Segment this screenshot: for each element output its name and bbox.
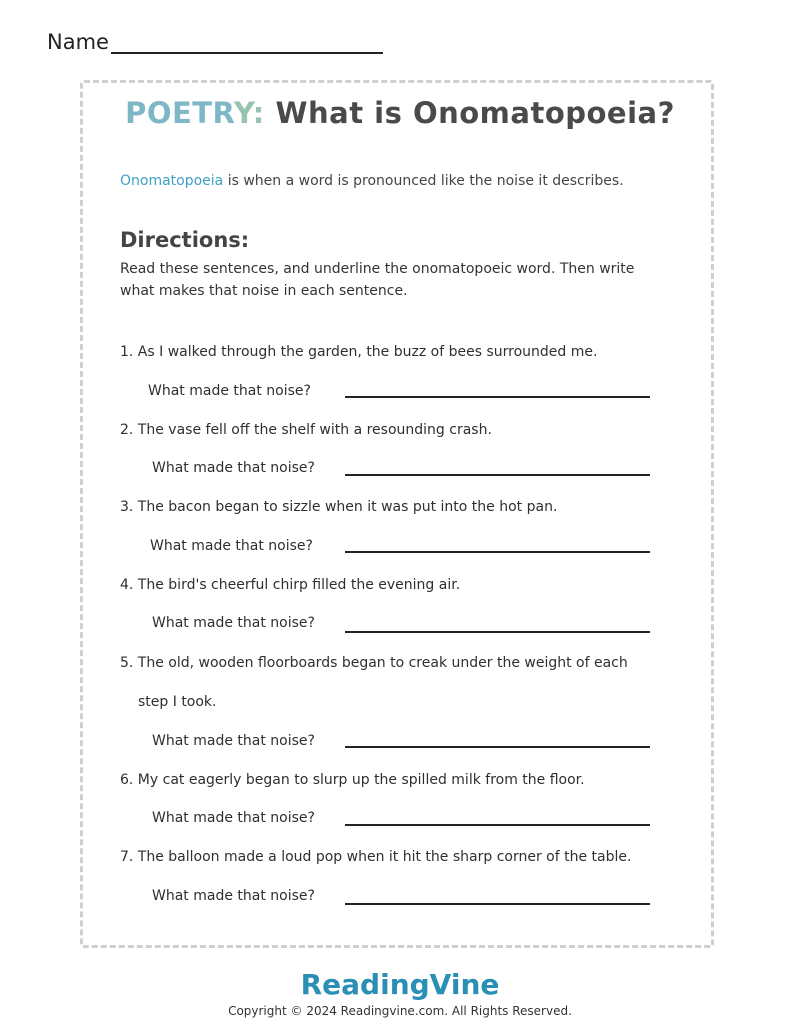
readingvine-logo: ReadingVine	[300, 968, 500, 1001]
directions-text: Read these sentences, and underline the onomatopoeic word. Then write what makes that noise in each sentence.	[120, 261, 635, 299]
answer-line-5[interactable]	[345, 746, 650, 748]
title-category: POETRY:	[125, 96, 265, 130]
question-2: 2. The vase fell off the shelf with a resounding crash.	[120, 422, 492, 438]
definition-text: Onomatopoeia is when a word is pronounced like the noise it describes.	[120, 173, 624, 189]
question-1: 1. As I walked through the garden, the buzz of bees surrounded me.	[120, 344, 598, 360]
prompt-3: What made that noise?	[150, 538, 313, 554]
answer-line-6[interactable]	[345, 824, 650, 826]
prompt-7: What made that noise?	[152, 888, 315, 904]
prompt-4: What made that noise?	[152, 615, 315, 631]
name-label: Name	[47, 30, 109, 54]
copyright-text: Copyright © 2024 Readingvine.com. All Rights Reserved.	[228, 1004, 572, 1018]
question-5-continued: step I took.	[138, 694, 217, 710]
title-main: What is Onomatopoeia?	[264, 96, 675, 130]
answer-line-1[interactable]	[345, 396, 650, 398]
prompt-5: What made that noise?	[152, 733, 315, 749]
answer-line-2[interactable]	[345, 474, 650, 476]
name-field[interactable]	[47, 30, 383, 54]
question-7: 7. The balloon made a loud pop when it hit the sharp corner of the table.	[120, 849, 632, 865]
question-4: 4. The bird's cheerful chirp filled the evening air.	[120, 577, 461, 593]
answer-line-3[interactable]	[345, 551, 650, 553]
answer-line-4[interactable]	[345, 631, 650, 633]
prompt-1: What made that noise?	[148, 383, 311, 399]
question-5: 5. The old, wooden floorboards began to creak under the weight of each	[120, 655, 628, 671]
worksheet-title	[0, 96, 800, 130]
prompt-2: What made that noise?	[152, 460, 315, 476]
question-3: 3. The bacon began to sizzle when it was put into the hot pan.	[120, 499, 558, 515]
question-6: 6. My cat eagerly began to slurp up the spilled milk from the floor.	[120, 772, 585, 788]
answer-line-7[interactable]	[345, 903, 650, 905]
definition-term: Onomatopoeia	[120, 173, 224, 189]
directions-heading: Directions:	[120, 228, 250, 252]
name-blank-line[interactable]	[111, 32, 383, 54]
prompt-6: What made that noise?	[152, 810, 315, 826]
